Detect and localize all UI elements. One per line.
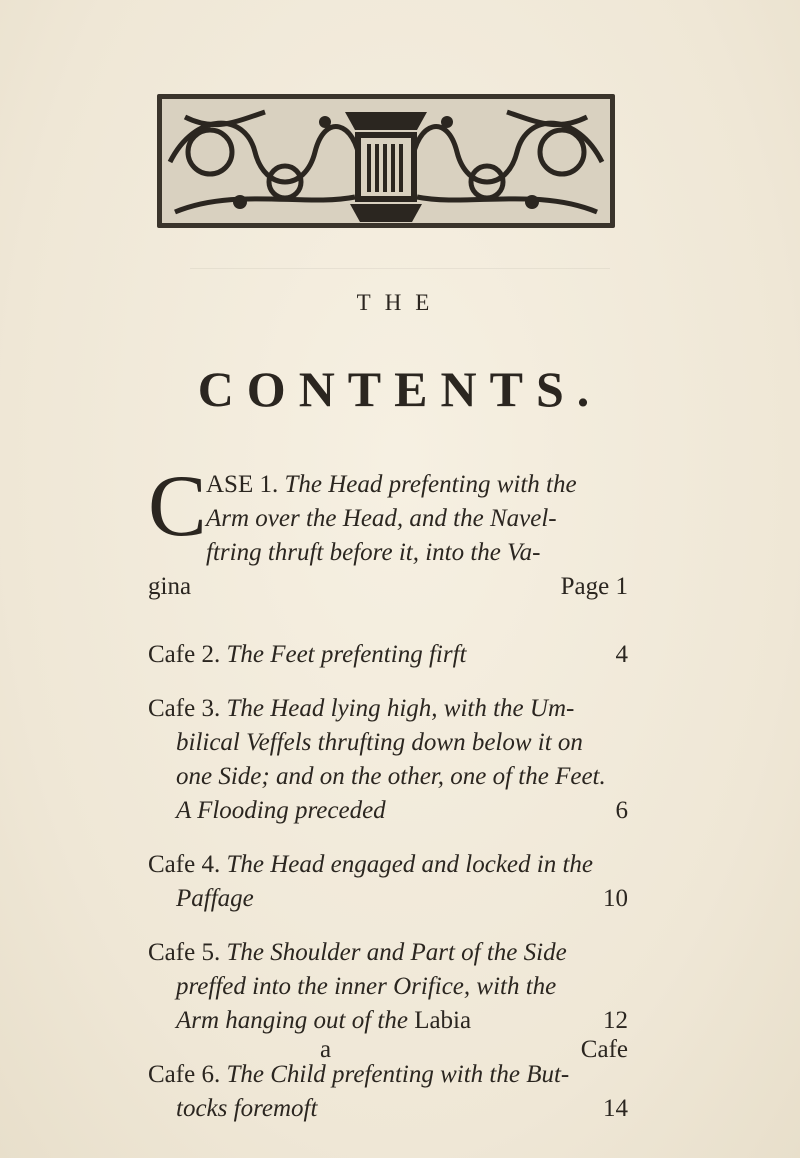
entry-text: Paffage [176, 885, 254, 912]
entry-text: gina [148, 573, 192, 600]
page-number: 14 [603, 1095, 628, 1122]
drop-cap: C [148, 458, 207, 555]
list-item [148, 936, 628, 1038]
page-title: CONTENTS. [197, 361, 603, 417]
entry-text: bilical Veffels thrufting down below it on [176, 729, 583, 756]
entry-text: Arm over the Head, and the Navel- [206, 505, 557, 532]
page-footer [148, 1036, 628, 1070]
case-label: Cafe 3. [148, 695, 221, 722]
entry-text: A Flooding preceded [176, 797, 386, 824]
heading-the: THE [356, 290, 444, 315]
divider [190, 268, 610, 269]
catchword: Cafe [580, 1036, 628, 1063]
entry-text: The Feet prefenting firft [226, 641, 467, 668]
entry-text: tocks foremoft [176, 1095, 318, 1122]
case-label: Cafe 5. [148, 939, 221, 966]
entry-text: one Side; and on the other, one of the Feet. [176, 763, 606, 790]
entry-text: Arm hanging out of the [176, 1007, 408, 1034]
list-item [148, 848, 628, 916]
list-item [148, 458, 628, 616]
case-label: ASE 1. [206, 471, 279, 498]
entry-text: preffed into the inner Orifice, with the [176, 973, 557, 1000]
entry-text: The Shoulder and Part of the Side [226, 939, 567, 966]
case-label: Cafe 6. [148, 1061, 221, 1088]
signature-mark: a [320, 1036, 332, 1063]
entry-text: The Head lying high, with the Um- [226, 695, 575, 722]
case-label: Cafe 2. [148, 641, 221, 668]
list-item [148, 692, 628, 828]
entry-text: ftring thruft before it, into the Va- [206, 539, 541, 566]
page-number: 4 [615, 641, 628, 668]
page-number: 12 [603, 1007, 628, 1034]
entry-text: The Head prefenting with the [284, 471, 577, 498]
page-number: Page 1 [560, 573, 628, 600]
entry-text: Labia [414, 1007, 472, 1034]
page-number: 6 [615, 797, 628, 824]
entry-text: The Child prefenting with the But- [226, 1061, 570, 1088]
list-item [148, 638, 628, 672]
headpiece-ornament [155, 92, 617, 230]
entry-text: The Head engaged and locked in the [226, 851, 594, 878]
page-number: 10 [603, 885, 628, 912]
case-label: Cafe 4. [148, 851, 221, 878]
